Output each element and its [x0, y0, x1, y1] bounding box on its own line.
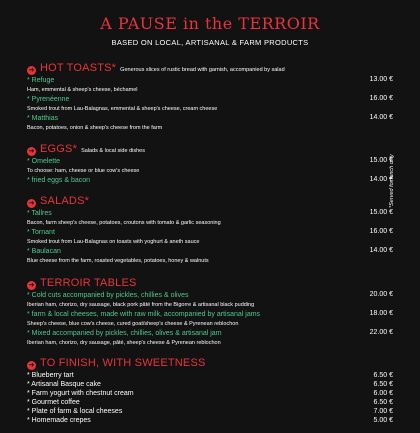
item-name: * Gourmet coffee — [27, 399, 80, 406]
dessert-item — [27, 398, 393, 407]
menu-title: A PAUSE in the TERROIR — [100, 14, 320, 33]
item-name: * Mixed accompanied by pickles, chillies, olives & artisanal jam — [27, 330, 222, 337]
menu-item — [27, 329, 393, 348]
menu-item — [27, 176, 393, 186]
menu-item — [27, 95, 393, 114]
item-price: 15.00 € — [369, 157, 393, 164]
item-description: Smoked trout from Lau-Balagnas on toasts with yoghurt & aneth sauce — [27, 239, 200, 245]
item-name: * Farm yogurt with chestnut cream — [27, 390, 134, 397]
section-title: HOT TOASTS* — [40, 62, 117, 74]
arrow-right-icon: ➜ — [28, 67, 35, 74]
arrow-right-icon: ➜ — [28, 282, 35, 289]
item-price: 15.00 € — [369, 209, 393, 216]
section-title: TERROIR TABLES — [40, 277, 137, 289]
item-name: * Tallres — [27, 210, 52, 217]
item-price: 16.00 € — [369, 95, 393, 102]
arrow-right-icon: ➜ — [28, 148, 35, 155]
section-terroir-tables — [27, 277, 393, 349]
item-price: 7.00 € — [373, 408, 393, 415]
menu-item — [27, 114, 393, 133]
item-name: * Plate of farm & local cheeses — [27, 408, 123, 415]
menu-item — [27, 76, 393, 95]
item-name: * Artisanal Basque cake — [27, 381, 101, 388]
section-salads — [27, 195, 393, 269]
item-name: * Cold cuts accompanied by pickles, chillies & olives — [27, 292, 189, 299]
item-price: 6.50 € — [373, 381, 393, 388]
arrow-right-icon: ➜ — [28, 200, 35, 207]
item-description: Blue cheese from the farm, roasted vegetables, potatoes, honey & walnuts — [27, 258, 209, 264]
menu-item — [27, 291, 393, 310]
item-name: * Blueberry tart — [27, 372, 74, 379]
section-description: Generous slices of rustic bread with garnish, accompanied by salad — [120, 67, 285, 73]
item-name: * fried eggs & bacon — [27, 177, 91, 184]
item-price: 13.00 € — [369, 76, 393, 83]
section-title: SALADS* — [40, 195, 90, 207]
menu-body — [27, 62, 393, 433]
item-description: Bacon, potatoes, onion & sheep's cheese from the farm — [27, 125, 163, 131]
section-desserts — [27, 357, 393, 425]
item-name: * Matthias — [27, 115, 59, 122]
arrow-right-icon: ➜ — [28, 362, 35, 369]
item-name: * Refuge — [27, 77, 55, 84]
item-name: * Baulacan — [27, 248, 61, 255]
section-eggs — [27, 143, 393, 187]
item-name: * Homemade crepes — [27, 417, 91, 424]
dessert-item — [27, 380, 393, 389]
section-hot-toasts — [27, 62, 393, 135]
item-price: 14.00 € — [369, 176, 393, 183]
menu-item — [27, 310, 393, 329]
item-price: 14.00 € — [369, 114, 393, 121]
item-price: 18.00 € — [369, 310, 393, 317]
item-description: Ham, emmental & sheep's cheese, béchamel — [27, 87, 138, 93]
menu-subtitle: BASED ON LOCAL, ARTISANAL & FARM PRODUCTS — [111, 38, 309, 47]
item-price: 16.00 € — [369, 228, 393, 235]
menu-item — [27, 209, 393, 228]
item-name: * farm & local cheeses, made with raw milk, accompanied by artisanal jams — [27, 311, 261, 318]
item-name: * Pyrenéenne — [27, 96, 70, 103]
section-description: Salads & local side dishes — [81, 148, 145, 154]
menu-item — [27, 247, 393, 266]
item-name: * Omelette — [27, 158, 61, 165]
item-price: 22.00 € — [369, 329, 393, 336]
item-description: Bacon, farm sheep's cheese, potatoes, croutons with tomato & garlic seasoning — [27, 220, 221, 226]
item-price: 20.00 € — [369, 291, 393, 298]
item-description: Smoked trout from Lau-Balagnas, emmental & sheep's cheese, cream cheese — [27, 106, 218, 112]
dessert-item — [27, 407, 393, 416]
item-description: Iberian ham, chorizo, dry sausage, pâté, sheep's cheese & Pyrenean reblochon — [27, 340, 221, 346]
item-price: 14.00 € — [369, 247, 393, 254]
item-name: * Tornant — [27, 229, 55, 236]
section-title: EGGS* — [40, 143, 78, 155]
item-price: 6.50 € — [373, 399, 393, 406]
dessert-item — [27, 389, 393, 398]
item-description: To choose: ham, cheese or blue cow's cheese — [27, 168, 140, 174]
item-price: 5.00 € — [373, 417, 393, 424]
menu-item — [27, 228, 393, 247]
dessert-item — [27, 416, 393, 425]
section-title: TO FINISH, WITH SWEETNESS — [40, 357, 206, 369]
menu-item — [27, 157, 393, 176]
item-description: Sheep's cheese, blue cow's cheese, cured goat/sheep's cheese & Pyrenean reblochon — [27, 321, 239, 327]
item-price: 6.50 € — [373, 372, 393, 379]
dessert-item — [27, 371, 393, 380]
lunch-only-note: *Served for lunch only — [389, 154, 395, 208]
item-description: Iberian ham, chorizo, dry sausage, black pork pâté from the Bigorre & artisanal black pudding — [27, 302, 255, 308]
item-price: 6.00 € — [373, 390, 393, 397]
